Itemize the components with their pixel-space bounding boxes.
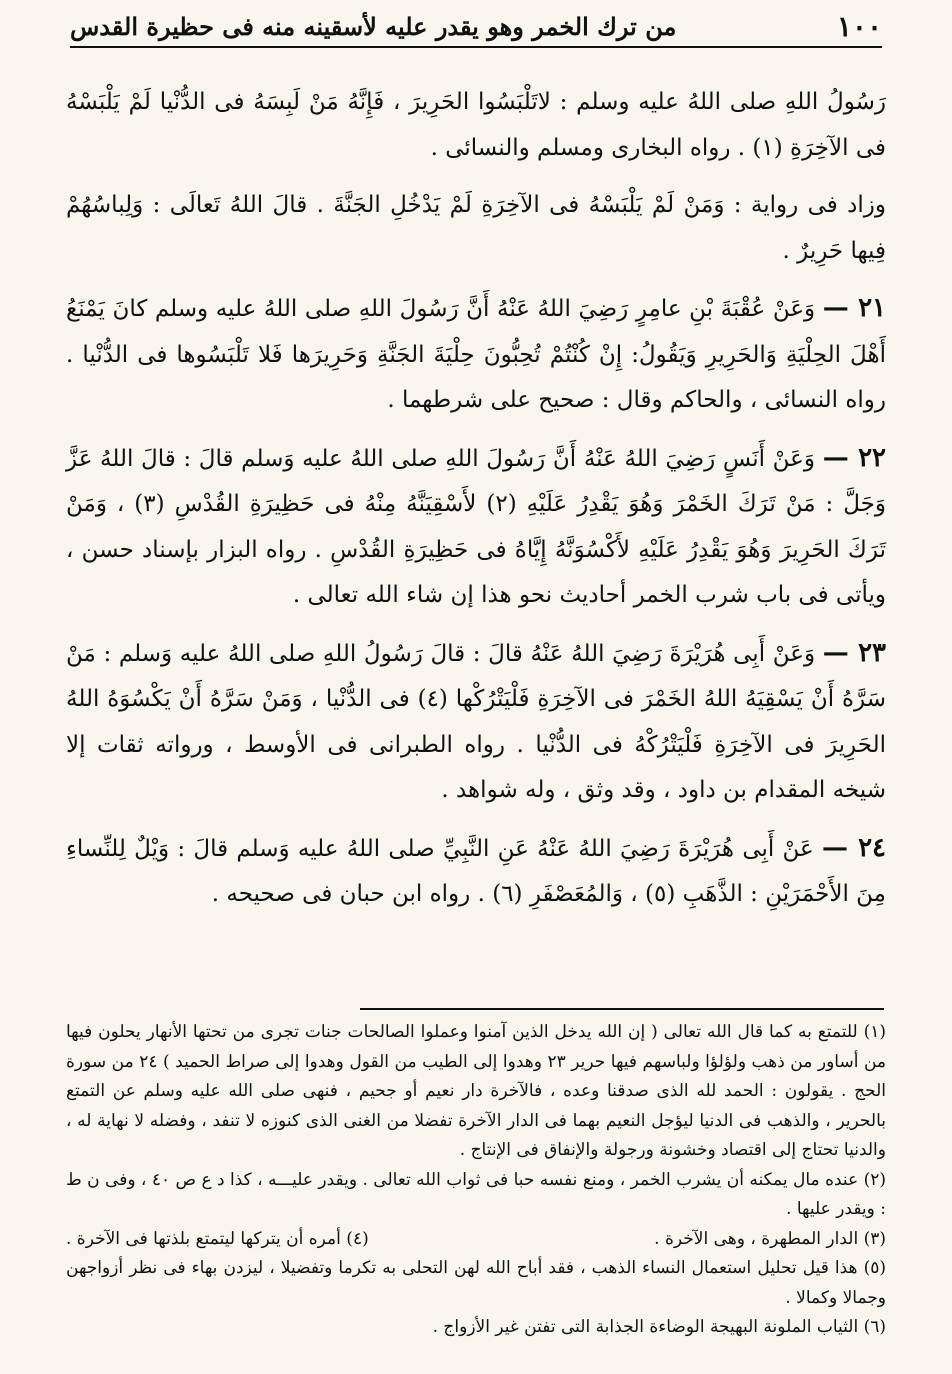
main-text: [66, 80, 886, 930]
footnote: (٢) عنده مال يمكنه أن يشرب الخمر ، ومنع نفسه حبا فى ثواب الله تعالى . ويقدر عليـــه ، كذا د ع ص ٤٠ ، وفى ن ط : ويقدر عليها .: [66, 1169, 886, 1219]
paragraph: رَسُولُ اللهِ صلى اللهُ عليه وسلم : لاتَلْبَسُوا الحَرِيرَ ، فَإِنَّهُ مَنْ لَبِسَهُ فى الدُّنْيا لَمْ يَلْبَسْهُ فى الآخِرَةِ (١) . رواه البخارى ومسلم والنسائى .: [66, 89, 886, 161]
footnote: (٦) الثياب الملونة البهيجة الوضاءة الجذابة التى تفتن غير الأزواج .: [432, 1317, 886, 1337]
footnote-row: [66, 1225, 886, 1255]
hadith-text: وَعَنْ أَنَسٍ رَضِيَ اللهُ عَنْهُ أَنَّ رَسُولَ اللهِ صلى اللهُ عليه وَسلم قالَ : قالَ اللهُ عَزَّ وَجَلَّ : مَنْ تَرَكَ الخَمْرَ وَهُوَ يَقْدِرُ عَلَيْهِ (٢) لأَسْقِيَنَّهُ مِنْهُ فى حَظِيرَةِ القُدْسِ (٣) ، وَمَنْ تَرَكَ الحَرِيرَ وَهُوَ يَقْدِرُ عَلَيْهِ لأَكْسُوَنَّهُ إِيَّاهُ فى حَظِيرَةِ القُدْسِ . رواه البزار بإسناد حسن ، ويأتى فى باب شرب الخمر أحاديث نحو هذا إن شاء الله تعالى .: [66, 445, 886, 608]
hadith-number: ٢٣ —: [822, 637, 886, 668]
running-title: من ترك الخمر وهو يقدر عليه لأسقينه منه فى حظيرة القدس: [70, 11, 677, 41]
hadith-text: عَنْ أَبِى هُرَيْرَةَ رَضِيَ اللهُ عَنْهُ عَنِ النَّبِيِّ صلى اللهُ عليه وَسلم قالَ : وَيْلٌ لِلنِّساءِ مِنَ الأَحْمَرَيْنِ : الذَّهَبِ (٥) ، وَالمُعَصْفَرِ (٦) . رواه ابن حبان فى صحيحه .: [66, 835, 886, 907]
footnote: (٤) أمره أن يتركها ليتمتع بلذتها فى الآخرة .: [66, 1228, 369, 1249]
header-rule: [70, 46, 882, 48]
hadith-21: [66, 286, 886, 424]
page-number: ١٠٠: [836, 9, 882, 43]
footnote-rule: [360, 1008, 884, 1010]
footnotes: [66, 1018, 886, 1343]
hadith-number: ٢١ —: [822, 293, 886, 323]
hadith-text: وَعَنْ أَبِى هُرَيْرَةَ رَضِيَ اللهُ عَنْهُ قالَ : قالَ رَسُولُ اللهِ صلى اللهُ عليه وَسلم : مَنْ سَرَّهُ أَنْ يَسْقِيَهُ اللهُ الخَمْرَ فى الآخِرَةِ فَلْيَتْرُكْها (٤) فى الدُّنْيا ، وَمَنْ سَرَّهُ أَنْ يَكْسُوَهُ اللهُ الحَرِيرَ فى الآخِرَةِ فَلْيَتْرُكْهُ فى الدُّنْيا . رواه الطبرانى فى الأوسط ، ورواته ثقات إلا شيخه المقدام بن داود ، وقد وثق ، وله شواهد .: [66, 640, 887, 803]
footnote: (٥) هذا قيل تحليل استعمال النساء الذهب ، فقد أباح الله لهن التحلى به تكرما وتفضيلا ، ليزدن بهاء فى نظر أزواجهن وجمالا وكمالا .: [66, 1258, 886, 1308]
hadith-22: [66, 436, 886, 619]
paragraph: وزاد فى رواية : وَمَنْ لَمْ يَلْبَسْهُ فى الآخِرَةِ لَمْ يَدْخُلِ الجَنَّةَ . قالَ اللهُ تَعالَى : وَلِباسُهُمْ فِيها حَرِيرٌ .: [66, 192, 886, 264]
hadith-text: وَعَنْ عُقْبَةَ بْنِ عامِرٍ رَضِيَ اللهُ عَنْهُ أَنَّ رَسُولَ اللهِ صلى اللهُ عليه وسلم كانَ يَمْنَعُ أَهْلَ الحِلْيَةِ وَالحَرِيرِ وَيَقُولُ: إِنْ كُنْتُمْ تُحِبُّونَ حِلْيَةَ الجَنَّةِ وَحَرِيرَها فَلا تَلْبَسُوها فى الدُّنْيا . رواه النسائى ، والحاكم وقال : صحيح على شرطهما .: [66, 296, 886, 413]
footnote: (١) للتمتع به كما قال الله تعالى ( إن الله يدخل الذين آمنوا وعملوا الصالحات جنات تجرى من تحتها الأنهار يحلون فيها من أساور من ذهب ولؤلؤا ولباسهم فيها حرير ٢٣ وهدوا إلى الطيب من القول وهدوا إلى صراط الحميد ) ٢٤ من سورة الحج . يقولون : الحمد لله الذى صدقنا وعده ، فالآخرة دار نعيم أو جحيم ، فنهى صلى الله عليه وسلم عن التمتع بالحرير ، والذهب فى الدنيا ليؤجل النعيم بهما فى الدار الآخرة تفضلا من الغنى الذى كنوزه لا تنفد ، وفضله لا نهاية له ، والدنيا تحتاج إلى اقتصاد وخشونة ورجولة والإنفاق فى الإنتاج .: [66, 1022, 886, 1160]
hadith-number: ٢٢ —: [822, 442, 887, 473]
footnote: (٣) الدار المطهرة ، وهى الآخرة .: [654, 1228, 886, 1249]
page-header: [70, 6, 882, 46]
hadith-24: [66, 826, 886, 918]
hadith-23: [66, 631, 886, 814]
hadith-number: ٢٤ —: [822, 832, 886, 863]
